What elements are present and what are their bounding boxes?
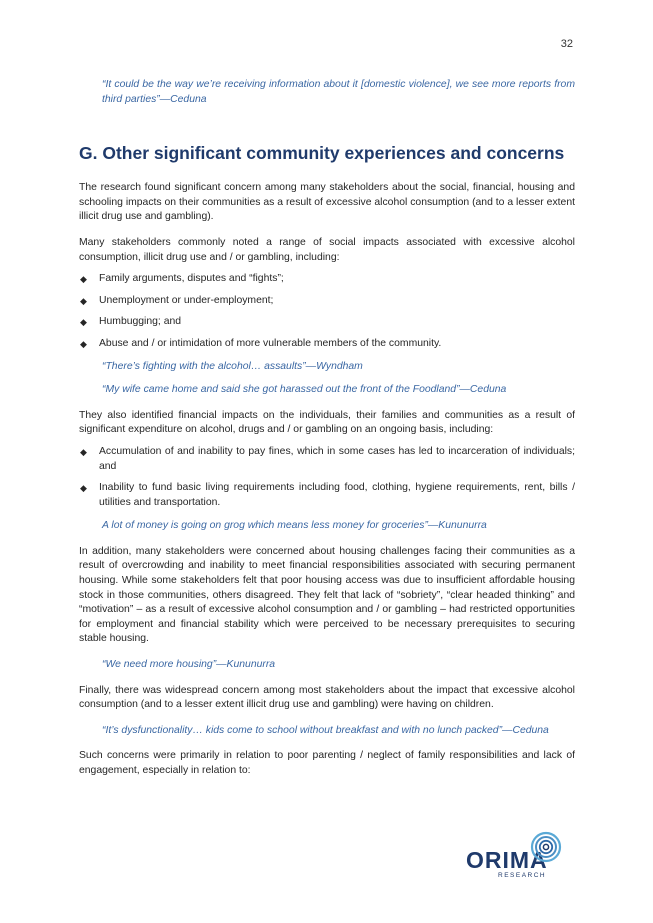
paragraph-intro: The research found significant concern among many stakeholders about the social, financial, housing and schooling impacts on their communities as a result of excessive alcohol consumption (and to a lesser extent illicit drug use and gambling).	[79, 182, 575, 223]
diamond-bullet-icon: ◆	[80, 295, 87, 306]
paragraph-children: Finally, there was widespread concern among most stakeholders about the impact that excessive alcohol consumption (and to a lesser extent illicit drug use and gambling) were having on children.	[79, 684, 575, 711]
list-item	[79, 272, 575, 287]
logo-subtitle: RESEARCH	[498, 872, 547, 879]
diamond-bullet-icon: ◆	[80, 338, 87, 349]
page-number: 32	[560, 38, 573, 50]
list-item	[79, 481, 575, 510]
list-item-text: Inability to fund basic living requirements including food, clothing, hygiene requirements, rent, bills / utilities and transportation.	[99, 482, 575, 508]
diamond-bullet-icon: ◆	[80, 446, 87, 457]
diamond-bullet-icon: ◆	[80, 317, 87, 328]
list-item-text: Humbugging; and	[99, 316, 182, 328]
list-item-text: Abuse and / or intimidation of more vulnerable members of the community.	[99, 337, 442, 349]
diamond-bullet-icon: ◆	[80, 483, 87, 494]
logo-wordmark: ORIMA	[466, 847, 548, 873]
paragraph-financial-impacts: They also identified financial impacts on the individuals, their families and communities as a result of significant expenditure on alcohol, drugs and / or gambling on an ongoing basis, including:	[79, 409, 575, 436]
page-content	[79, 78, 575, 779]
social-impacts-list	[79, 272, 575, 351]
diamond-bullet-icon: ◆	[80, 274, 87, 285]
list-item	[79, 337, 575, 352]
section-heading: G. Other significant community experiences and concerns	[79, 143, 565, 164]
financial-impacts-list	[79, 445, 575, 510]
quote-housing: “We need more housing”—Kununurra	[102, 659, 276, 671]
list-item-text: Unemployment or under-employment;	[99, 294, 274, 306]
concentric-circles-icon	[530, 831, 562, 863]
list-item	[79, 315, 575, 330]
quote-grog: A lot of money is going on grog which means less money for groceries”—Kununurra	[102, 520, 487, 532]
list-item-text: Family arguments, disputes and “fights”;	[99, 273, 284, 285]
list-item	[79, 294, 575, 309]
quote-foodland: “My wife came home and said she got harassed out the front of the Foodland”—Ceduna	[102, 384, 507, 396]
paragraph-parenting: Such concerns were primarily in relation to poor parenting / neglect of family responsibilities and lack of engagement, especially in relation to:	[79, 750, 575, 776]
quote-domestic-violence: “It could be the way we’re receiving information about it [domestic violence], we see more reports from third parties”—Ceduna	[102, 79, 575, 105]
list-item	[79, 445, 575, 474]
orima-logo	[466, 833, 566, 883]
quote-dysfunctionality: “It’s dysfunctionality… kids come to school without breakfast and with no lunch packed”—Ceduna	[102, 724, 549, 736]
paragraph-social-impacts: Many stakeholders commonly noted a range of social impacts associated with excessive alcohol consumption, illicit drug use and / or gambling, including:	[79, 236, 575, 263]
list-item-text: Accumulation of and inability to pay fines, which in some cases has led to incarceration of individuals; and	[99, 445, 575, 472]
quote-wyndham: “There’s fighting with the alcohol… assaults”—Wyndham	[102, 360, 363, 372]
paragraph-housing: In addition, many stakeholders were concerned about housing challenges facing their communities as a result of overcrowding and inability to meet financial responsibilities associated with securing permanent housing. While some stakeholders felt that poor housing access was due to insufficient affordable housing stock in those communities, others disagreed. They felt that lack of “sobriety”, “clear headed thinking” and “motivation” – as a result of excessive alcohol consumption and / or gambling – had restricted opportunities for employment and financial stability which were perceived to be necessary prerequisites to securing stable housing.	[79, 545, 575, 645]
